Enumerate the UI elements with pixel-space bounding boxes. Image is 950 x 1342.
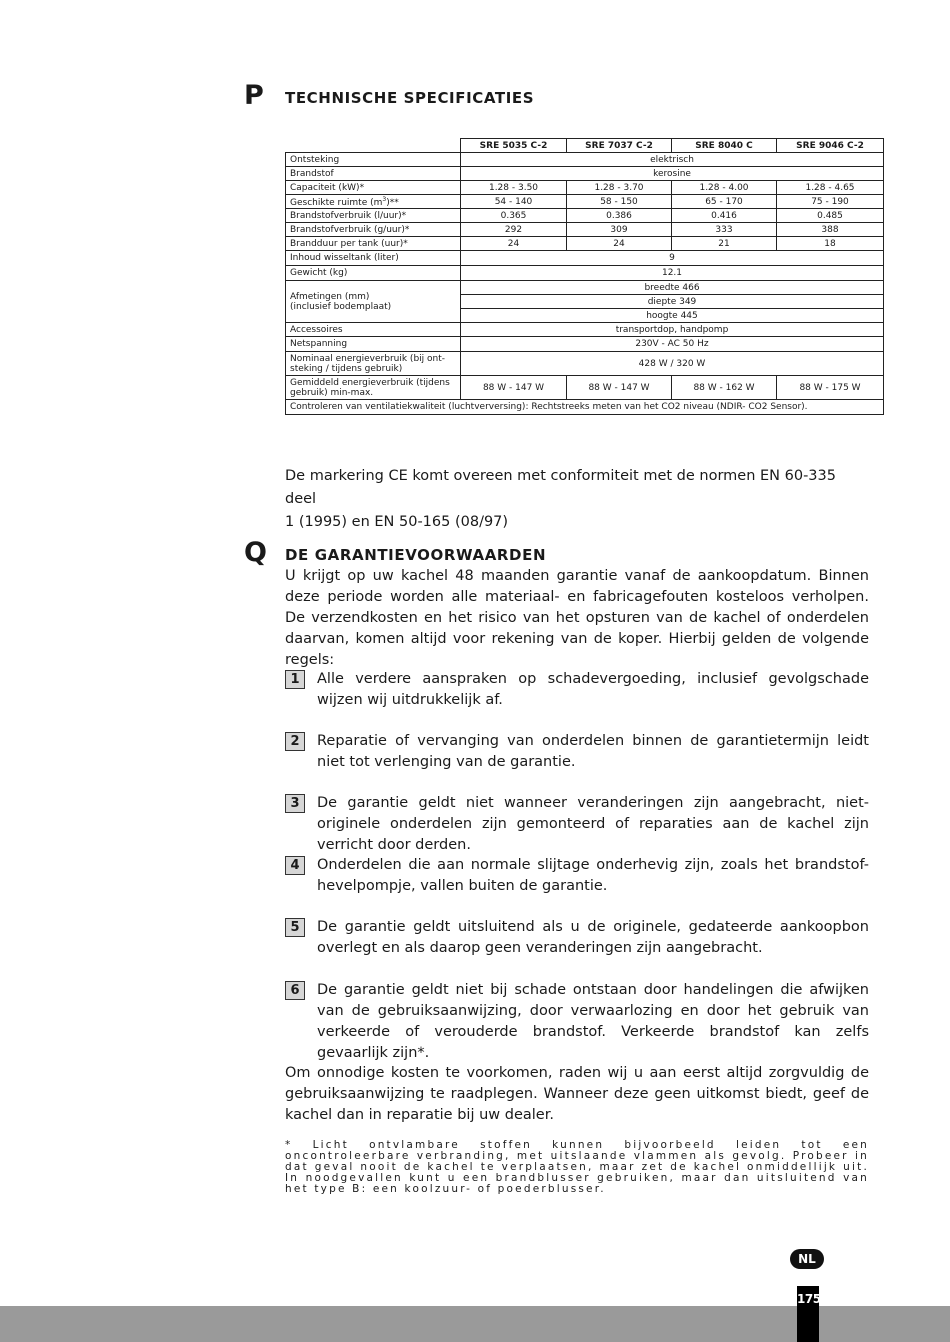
cell-value: 24 (567, 237, 672, 251)
cell-value: diepte 349 (461, 295, 884, 309)
cell-value: 292 (461, 223, 567, 237)
cell-value: 388 (777, 223, 884, 237)
row-label: Netspanning (286, 337, 461, 352)
cell-value: 18 (777, 237, 884, 251)
cell-value: transportdop, handpomp (461, 323, 884, 337)
cell-value: 0.365 (461, 209, 567, 223)
row-label: Gewicht (kg) (286, 266, 461, 281)
cell-value: 75 - 190 (777, 195, 884, 209)
cell-value: 0.386 (567, 209, 672, 223)
row-label: Brandstofverbruik (g/uur)* (286, 223, 461, 237)
footnote: * Licht ontvlambare stoffen kunnen bijvoorbeeld leiden tot een oncontroleerbare verbranding, met uitslaande vlammen als gevolg. Probeer in dat geval nooit de kachel te verplaatsen, maar zet de kachel onmiddellijk uit. In noodgevallen kunt u een brandblusser gebruiken, maar dan uitsluitend van het type B: een koolzuur- of poederblusser. (285, 1139, 869, 1195)
table-row (286, 181, 884, 195)
row-label: Geschikte ruimte $(m^3)**$ (286, 195, 461, 209)
rule-text: De garantie geldt niet wanneer veranderingen zijn aangebracht, niet-originele onderdelen zijn gemonteerd of reparaties aan de kachel zijn verricht door derden. (317, 795, 869, 853)
rule-text: Onderdelen die aan normale slijtage onderhevig zijn, zoals het brandstof-hevelpompje, vallen buiten de garantie. (317, 857, 869, 894)
row-label: Gemiddeld energieverbruik (tijdens gebruik) min-max. (286, 376, 461, 400)
rule-number-badge: 5 (285, 918, 305, 937)
cell-value: 65 - 170 (672, 195, 777, 209)
cell-value: 88 W - 147 W (567, 376, 672, 400)
table-row (286, 209, 884, 223)
cell-value: 428 W / 320 W (461, 352, 884, 376)
row-label: Capaciteit (kW)* (286, 181, 461, 195)
row-label: Brandstof (286, 167, 461, 181)
row-label: Afmetingen (mm) (inclusief bodemplaat) (286, 281, 461, 323)
row-label: Inhoud wisseltank (liter) (286, 251, 461, 266)
cell-value: 88 W - 175 W (777, 376, 884, 400)
table-row (286, 251, 884, 266)
cell-value: elektrisch (461, 153, 884, 167)
cell-value: 24 (461, 237, 567, 251)
cell-value: breedte 466 (461, 281, 884, 295)
rule-text: De garantie geldt niet bij schade ontstaan door handelingen die afwijken van de gebruiksaanwijzing, door verwaarlozing en door het gebruik van verkeerde of verouderde brandstof. Verkeerde brandstof kan zelfs gevaarlijk zijn*. (317, 982, 869, 1061)
cell-value: 1.28 - 4.65 (777, 181, 884, 195)
ce-marking-text: De markering CE komt overeen met conformiteit met de normen EN 60-335 deel 1 (1995) en EN 50-165 (08/97) (285, 468, 836, 530)
section-title-specifications: TECHNISCHE SPECIFICATIES (285, 89, 535, 107)
cell-value: 0.485 (777, 209, 884, 223)
warranty-intro: U krijgt op uw kachel 48 maanden garantie vanaf de aankoopdatum. Binnen deze periode worden alle materiaal- en fabricagefouten kosteloos verholpen. De verzendkosten en het risico van het opsturen van de kachel of onderdelen daarvan, komen altijd voor rekening van de koper. Hierbij gelden de volgende regels: (285, 568, 869, 668)
table-row (286, 266, 884, 281)
rule-text: De garantie geldt uitsluitend als u de originele, gedateerde aankoopbon overlegt en als daarop geen veranderingen zijn aangebracht. (317, 919, 869, 956)
cell-value: 88 W - 147 W (461, 376, 567, 400)
cell-value: 21 (672, 237, 777, 251)
rule-number-badge: 6 (285, 981, 305, 1000)
table-row (286, 400, 884, 415)
cell-value: 309 (567, 223, 672, 237)
cell-value: 58 - 150 (567, 195, 672, 209)
rule-number-badge: 1 (285, 670, 305, 689)
section-letter-q: Q (244, 537, 267, 568)
table-row (286, 337, 884, 352)
cell-value: 0.416 (672, 209, 777, 223)
ventilation-note: Controleren van ventilatiekwaliteit (luchtverversing): Rechtstreeks meten van het CO2 niveau (NDIR- CO2 Sensor). (286, 400, 884, 415)
row-label: Ontsteking (286, 153, 461, 167)
cell-value: 333 (672, 223, 777, 237)
cell-value: 88 W - 162 W (672, 376, 777, 400)
cell-value: 9 (461, 251, 884, 266)
cell-value: 1.28 - 3.70 (567, 181, 672, 195)
row-label: Nominaal energieverbruik (bij ont- steking / tijdens gebruik) (286, 352, 461, 376)
cell-value: 230V - AC 50 Hz (461, 337, 884, 352)
page-number: 175 (797, 1286, 819, 1342)
closing-paragraph: Om onnodige kosten te voorkomen, raden wij u aan eerst altijd zorgvuldig de gebruiksaanwijzing te raadplegen. Wanneer deze geen uitkomst biedt, geef de kachel dan in reparatie bij uw dealer. (285, 1065, 869, 1123)
table-header-row (286, 139, 884, 153)
model-header: SRE 8040 C (672, 139, 777, 153)
rule-number-badge: 2 (285, 732, 305, 751)
table-row (286, 281, 884, 295)
rule-text: Alle verdere aanspraken op schadevergoeding, inclusief gevolgschade wijzen wij uitdrukkelijk af. (317, 671, 869, 708)
table-row (286, 195, 884, 209)
row-label: Brandstofverbruik (l/uur)* (286, 209, 461, 223)
rule-number-badge: 3 (285, 794, 305, 813)
table-row (286, 167, 884, 181)
rule-text: Reparatie of vervanging van onderdelen binnen de garantietermijn leidt niet tot verlenging van de garantie. (317, 733, 869, 770)
cell-value: 1.28 - 4.00 (672, 181, 777, 195)
table-row (286, 153, 884, 167)
table-row (286, 352, 884, 376)
language-badge: NL (790, 1249, 824, 1269)
table-row (286, 223, 884, 237)
rule-number-badge: 4 (285, 856, 305, 875)
row-label: Accessoires (286, 323, 461, 337)
model-header: SRE 5035 C-2 (461, 139, 567, 153)
cell-value: 12.1 (461, 266, 884, 281)
cell-value: 1.28 - 3.50 (461, 181, 567, 195)
section-letter-p: P (244, 80, 264, 111)
section-title-warranty: DE GARANTIEVOORWAARDEN (285, 546, 547, 564)
model-header: SRE 9046 C-2 (777, 139, 884, 153)
specifications-table (285, 138, 884, 415)
cell-value: kerosine (461, 167, 884, 181)
table-row (286, 237, 884, 251)
model-header: SRE 7037 C-2 (567, 139, 672, 153)
cell-value: 54 - 140 (461, 195, 567, 209)
row-label: Brandduur per tank (uur)* (286, 237, 461, 251)
cell-value: hoogte 445 (461, 309, 884, 323)
table-row (286, 323, 884, 337)
table-row (286, 376, 884, 400)
